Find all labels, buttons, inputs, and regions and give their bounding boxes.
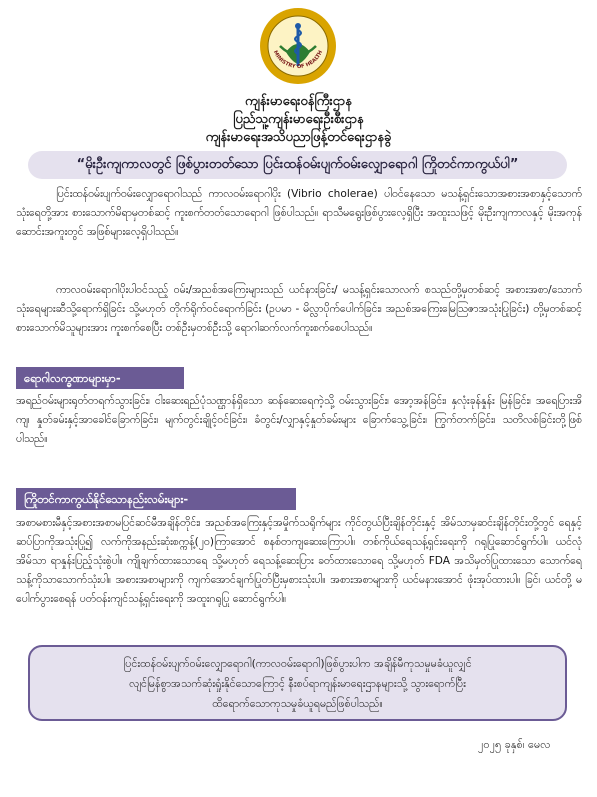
callout-line-1: ပြင်းထန်ဝမ်းပျက်ဝမ်းလျှောရောဂါ(ကာလဝမ်းရောဂါ)ဖြစ်ပွားပါက အချိန်မီကုသမှုမခံယူလျှင် <box>123 657 472 670</box>
headline-banner: “မိုးဦးကျကာလတွင် ဖြစ်ပွားတတ်သော ပြင်းထန်ဝမ်းပျက်ဝမ်းလျှောရောဂါ ကြိုတင်ကာကွယ်ပါ” <box>28 151 567 179</box>
prevention-heading: ကြိုတင်ကာကွယ်နိုင်သောနည်းလမ်းများ- <box>16 488 296 510</box>
issue-date: ၂၀၂၅ ခုနှစ်၊ မေလ <box>478 738 551 751</box>
callout-line-3: ထိရောက်သောကုသမှုခံယူရမည်ဖြစ်ပါသည်။ <box>212 697 383 710</box>
symptoms-heading: ရောဂါလက္ခဏာများမှာ- <box>16 367 184 389</box>
symptoms-text: အရည်ဝမ်းများရုတ်တရက်သွားခြင်း၊ ငါးဆေးရည်ပုံသဏ္ဌာန်ရှိသော ဆန်ဆေးရေကဲ့သို့ ဝမ်းသွားခြင်း၊ အော့အန်ခြင်း၊ နှလုံးခုန်နှုန်း မြန်ခြင်း၊ အရေပြားအိကျ၊ နှုတ်ခမ်းနှင့်အာခေါင်ခြောက်ခြင်း၊ မျက်တွင်းချိုင့်ဝင်ခြင်း၊ ခံတွင်း/လျှာနှင့်နှုတ်ခမ်းများ ခြောက်သွေ့ခြင်း၊ ကြွက်တက်ခြင်း၊ သတိလစ်ခြင်းတို့ဖြစ်ပါသည်။ <box>16 395 582 445</box>
ministry-of-health-logo <box>258 6 338 86</box>
callout-line-2: လျင်မြန်စွာအသက်ဆုံးရှုံးနိုင်သောကြောင့် နီးစပ်ရာကျန်းမာရေးဌာနများသို့ သွားရောက်ပြီး <box>129 677 466 690</box>
prevention-text: အစာမစားမီနှင့်အစားအစာမပြင်ဆင်မီအချိန်တိုင်း၊ အညစ်အကြေးနှင့်အမှိုက်သရိုက်များ ကိုင်တွယ်ပြီးချိန်တိုင်းနှင့် အိမ်သာမှဆင်းချိန်တိုင်းတို့တွင် ရေနှင့်ဆပ်ပြာကိုအသုံးပြု၍ လက်ကိုအနည်းဆုံးစက္ကန့်(၂၀)ကြာအောင် စနစ်တကျဆေးကြောပါ။ တစ်ကိုယ်ရေသန့်ရှင်းရေးကို ဂရုပြုဆောင်ရွက်ပါ။ ယင်လုံအိမ်သာ ရာနှုန်းပြည့်သုံးစွဲပါ။ ကျိုချက်ထားသောရေ သို့မဟုတ် ရေသန့်ဆေးပြား ခတ်ထားသောရေ သို့မဟုတ် FDA အသိမှတ်ပြုထားသော သောက်ရေသန့်ကိုသာသောက်သုံးပါ။ အစားအစာများကို ကျက်အောင်ချက်ပြုတ်ပြီးမှစားသုံးပါ။ အစားအစာများကို ယင်မနားအောင် ဖုံးအုပ်ထားပါ။ ခြင်၊ ယင်တို့ မပေါက်ပွားစေရန် ပတ်ဝန်းကျင်သန့်ရှင်းရေးကို အထူးဂရုပြု ဆောင်ရွက်ပါ။ <box>16 517 582 605</box>
division-name: ကျန်းမာရေးအသိပညာဖြန့်တင်ရေးဌာနခွဲ <box>205 130 392 145</box>
logo-text: MINISTRY OF HEALTH <box>271 49 325 71</box>
intro-paragraph-2: ကာလဝမ်းရောဂါပိုးပါဝင်သည့် ဝမ်း/အညစ်အကြေးများသည် ယင်နားခြင်း/ မသန့်ရှင်းသောလက် စသည်တို့မှတစ်ဆင့် အစားအစာ/သောက်သုံးရေများဆီသို့ရောက်ရှိခြင်း သို့မဟုတ် တိုက်ရိုက်ဝင်ရောက်ခြင်း (ဥပမာ - မိလ္လာပိုက်ပေါက်ခြင်း၊ အညစ်အကြေးမြေသြဇာအသုံးပြုခြင်း) တို့မှတစ်ဆင့် စားသောက်မိသူများအား ကူးစက်စေပြီး တစ်ဦးမှတစ်ဦးသို့ ရောဂါဆက်လက်ကူးစက်စေပါသည်။ <box>16 284 582 334</box>
department-name: ပြည်သူ့ကျန်းမာရေးဦးစီးဌာန <box>233 112 364 127</box>
warning-callout <box>28 645 567 721</box>
intro-paragraph-1: ပြင်းထန်ဝမ်းပျက်ဝမ်းလျှောရောဂါသည် ကာလဝမ်းရောဂါပိုး (Vibrio cholerae) ပါဝင်နေသော မသန့်ရှင်းသောအစားအစာနှင့်သောက်သုံးရေတို့အား စားသောက်မိရာမှတစ်ဆင့် ကူးစက်တတ်သောရောဂါ ဖြစ်ပါသည်။ ရာသီမရွေးဖြစ်ပွားလေ့ရှိပြီး အထူးသဖြင့် မိုးဦးကျကာလနှင့် မိုးအကုန်ဆောင်းအကူးတွင် အဖြစ်များလေ့ရှိပါသည်။ <box>16 188 582 238</box>
ministry-name: ကျန်းမာရေးဝန်ကြီးဌာန <box>245 94 352 109</box>
